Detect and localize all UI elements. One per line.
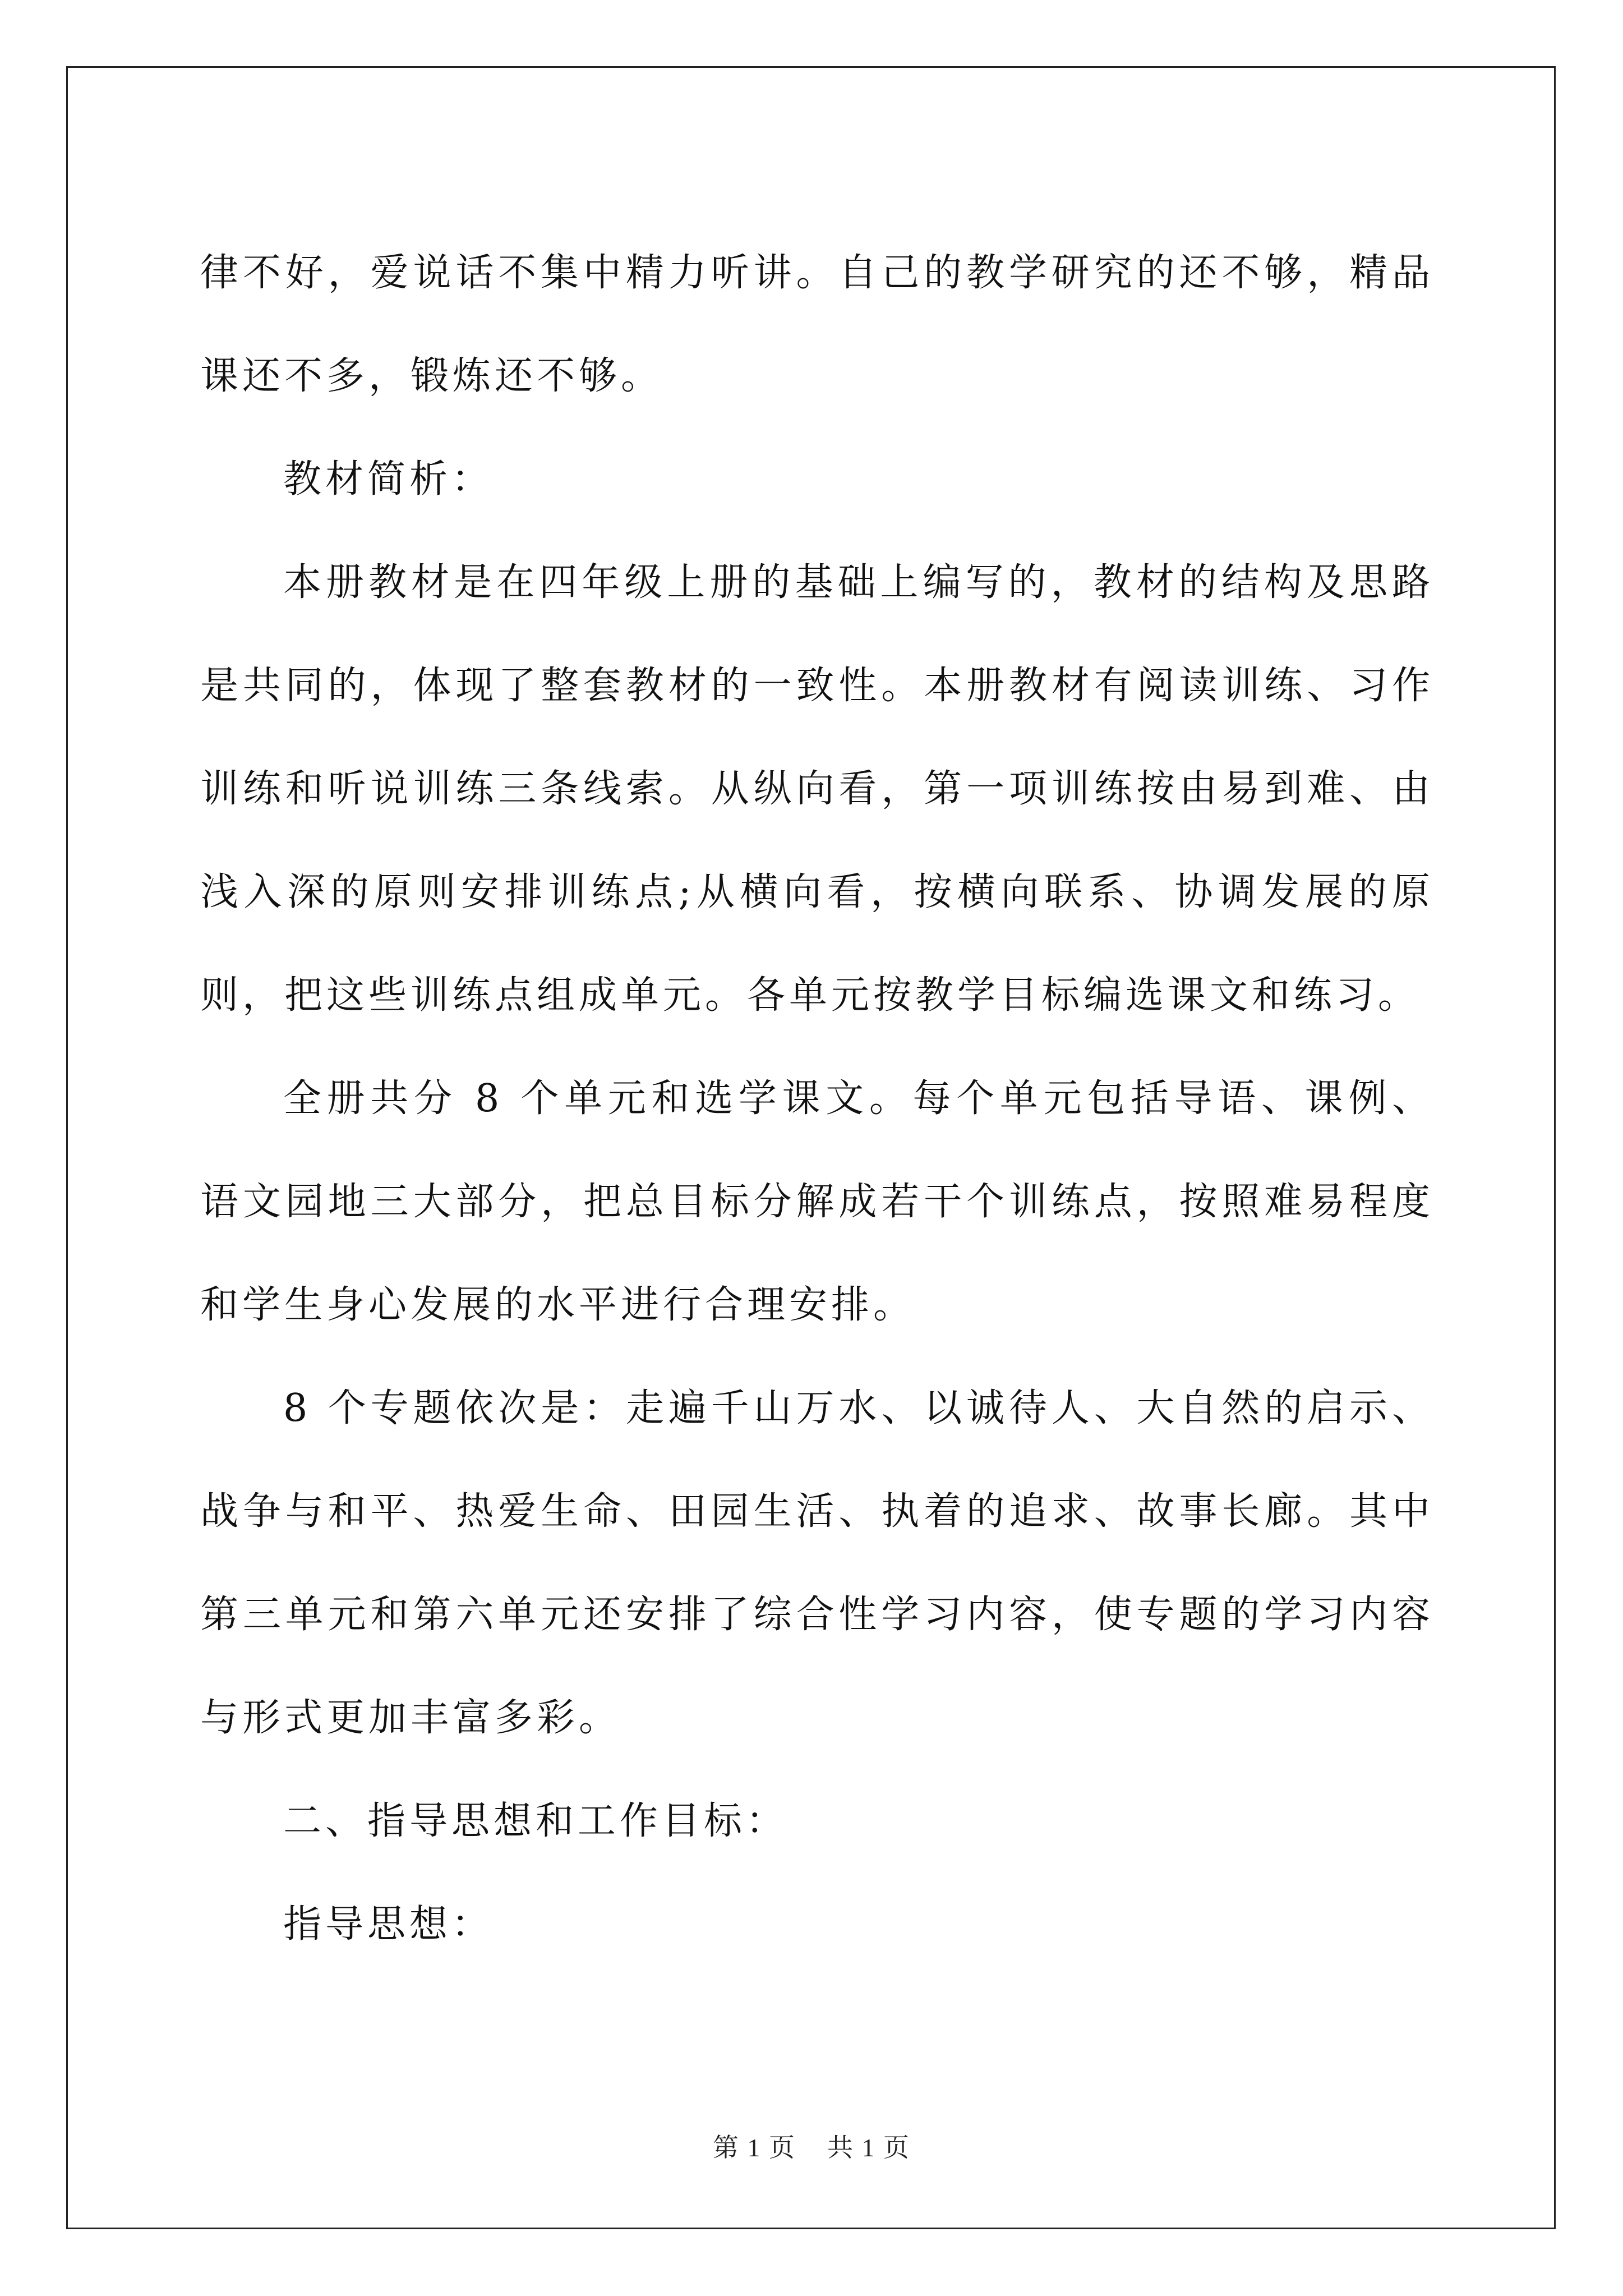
paragraph-textbook-structure: 本册教材是在四年级上册的基础上编写的，教材的结构及思路是共同的，体现了整套教材的一致性。本册教材有阅读训练、习作训练和听说训练三条线索。从纵向看，第一项训练按由易到难、由浅入深的原则安排训练点;从横向看，按横向联系、协调发展的原则，把这些训练点组成单元。各单元按教学目标编选课文和练习。 <box>200 560 1434 1018</box>
section-heading-guiding-goals: 二、指导思想和工作目标： <box>283 1799 789 1843</box>
paragraph-units-overview: 全册共分 8 个单元和选学课文。每个单元包括导语、课例、语文园地三大部分，把总目标分解成若干个训练点，按照难易程度和学生身心发展的水平进行合理安排。 <box>200 1076 1434 1327</box>
document-body <box>200 222 1434 1976</box>
paragraph-continuation: 律不好，爱说话不集中精力听讲。自己的教学研究的还不够，精品课还不多，锻炼还不够。 <box>200 251 1434 398</box>
section-heading-textbook-analysis: 教材简析： <box>283 457 494 501</box>
section-heading-guiding-thought: 指导思想： <box>283 1902 494 1947</box>
page-number: 第 1 页 <box>713 2133 796 2162</box>
page-footer <box>0 2127 1623 2164</box>
page-total: 共 1 页 <box>827 2133 910 2162</box>
paragraph-topics: 8 个专题依次是：走遍千山万水、以诚待人、大自然的启示、战争与和平、热爱生命、田园生活、执着的追求、故事长廊。其中第三单元和第六单元还安排了综合性学习内容，使专题的学习内容与形式更加丰富多彩。 <box>200 1386 1434 1740</box>
